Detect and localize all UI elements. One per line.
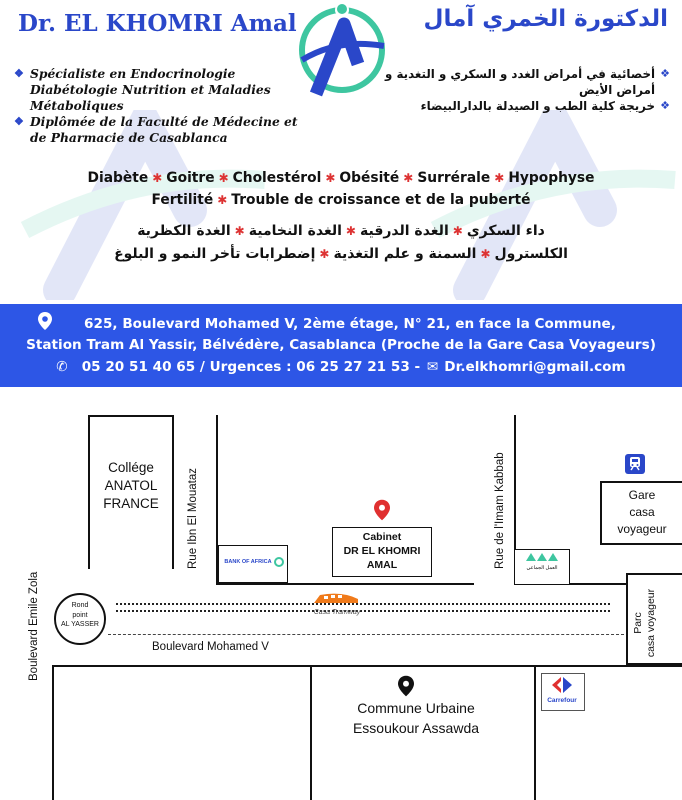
contact-band bbox=[0, 304, 682, 387]
doctor-name-arabic: الدكتورة الخمري آمال bbox=[423, 6, 668, 32]
bottom-left-block bbox=[52, 665, 310, 800]
phone-numbers[interactable]: 05 20 51 40 65 / Urgences : 06 25 27 21 53 - bbox=[81, 359, 421, 375]
street-emile-zola: Boulevard Emile Zola bbox=[28, 571, 40, 681]
star-icon: ✱ bbox=[480, 247, 491, 261]
gare-label: Gare casa voyageur bbox=[617, 488, 667, 536]
qualification-item: ❖ Diplômée de la Faculté de Médecine et de Pharmacie de Casablanca bbox=[14, 114, 298, 145]
qualification-item-ar: ❖ أخصائية في أمراض الغدد و السكري و التغدية و أمراض الأيض bbox=[385, 67, 670, 97]
cabinet-label: Cabinet DR EL KHOMRI AMAL bbox=[343, 531, 421, 571]
diamond-bullet-icon: ❖ bbox=[14, 67, 24, 80]
bank-label: BANK OF AFRICA bbox=[224, 559, 272, 565]
specialties-fr-line2: Fertilité ✱ Trouble de croissance et de la puberté bbox=[151, 192, 531, 208]
diamond-bullet-icon: ❖ bbox=[660, 67, 670, 80]
street-ibn-el-mouataz: Rue Ibn El Mouataz bbox=[187, 467, 199, 569]
rond-point-label: Rond point AL YASSER bbox=[60, 602, 99, 628]
star-icon: ✱ bbox=[218, 171, 229, 185]
carrefour-label: Carrefour bbox=[547, 697, 577, 704]
address-line-2: Station Tram Al Yassir, Bélvédère, Casablanca (Proche de la Gare Casa Voyageurs) bbox=[26, 337, 656, 353]
star-icon: ✱ bbox=[234, 224, 245, 238]
diamond-bullet-icon: ❖ bbox=[14, 115, 24, 128]
parc-label: Parc casa voyageur bbox=[632, 588, 657, 658]
specialties-fr-line1: Diabète ✱ Goitre ✱ Cholestérol ✱ Obésité ✱ Surrérale ✱ Hypophyse bbox=[87, 170, 595, 186]
mail-icon: ✉ bbox=[426, 359, 439, 375]
location-pin-icon bbox=[398, 675, 414, 697]
star-icon: ✱ bbox=[403, 171, 414, 185]
tram-icon bbox=[312, 591, 360, 605]
college-label: Collége ANATOL FRANCE bbox=[103, 460, 159, 511]
star-icon: ✱ bbox=[152, 171, 163, 185]
qualifications-ar bbox=[370, 66, 670, 114]
phone-email-line bbox=[0, 359, 682, 375]
star-icon: ✱ bbox=[452, 224, 463, 238]
road-centerline bbox=[108, 634, 624, 635]
email-link[interactable]: Dr.elkhomri@gmail.com bbox=[444, 359, 626, 375]
specialties-ar-line2: الكلسترول✱السمنة و علم التغذية✱إضطرابات تأخر النمو و البلوغ bbox=[114, 246, 568, 262]
doctor-name: Dr. EL KHOMRI Amal bbox=[18, 10, 297, 37]
qualification-item: ❖ Spécialiste en Endocrinologie Diabétologie Nutrition et Maladies Métaboliques bbox=[14, 66, 271, 113]
star-icon: ✱ bbox=[319, 247, 330, 261]
diamond-bullet-icon: ❖ bbox=[660, 99, 670, 112]
street-imam-kabbab: Rue de l'Imam Kabbab bbox=[494, 452, 506, 569]
qualifications-fr bbox=[14, 66, 314, 146]
tram-label: Casa Tramway bbox=[313, 609, 361, 616]
star-icon: ✱ bbox=[325, 171, 336, 185]
star-icon: ✱ bbox=[494, 171, 505, 185]
boulevard-label: Boulevard Mohamed V bbox=[152, 641, 269, 653]
address-line-1: 625, Boulevard Mohamed V, 2ème étage, N° 21, en face la Commune, bbox=[84, 316, 616, 332]
location-map bbox=[0, 387, 682, 800]
location-pin-icon bbox=[374, 499, 390, 521]
star-icon: ✱ bbox=[217, 193, 228, 207]
train-icon bbox=[624, 453, 646, 475]
phone-icon: ✆ bbox=[56, 359, 68, 375]
shop-label: العمل الجماعي bbox=[526, 565, 558, 571]
bank-logo-icon bbox=[274, 557, 284, 567]
specialties-ar-line1: داء السكري✱الغدة الدرقية✱الغدة النخامية✱الغدة الكظرية bbox=[137, 223, 545, 239]
qualification-item-ar: ❖ خريجة كلية الطب و الصيدلة بالدارالبيضاء bbox=[420, 99, 670, 113]
shop-logo-icon bbox=[524, 551, 560, 563]
commune-label: Commune Urbaine Essoukour Assawda bbox=[352, 700, 480, 736]
carrefour-logo-icon bbox=[550, 675, 574, 695]
star-icon: ✱ bbox=[345, 224, 356, 238]
